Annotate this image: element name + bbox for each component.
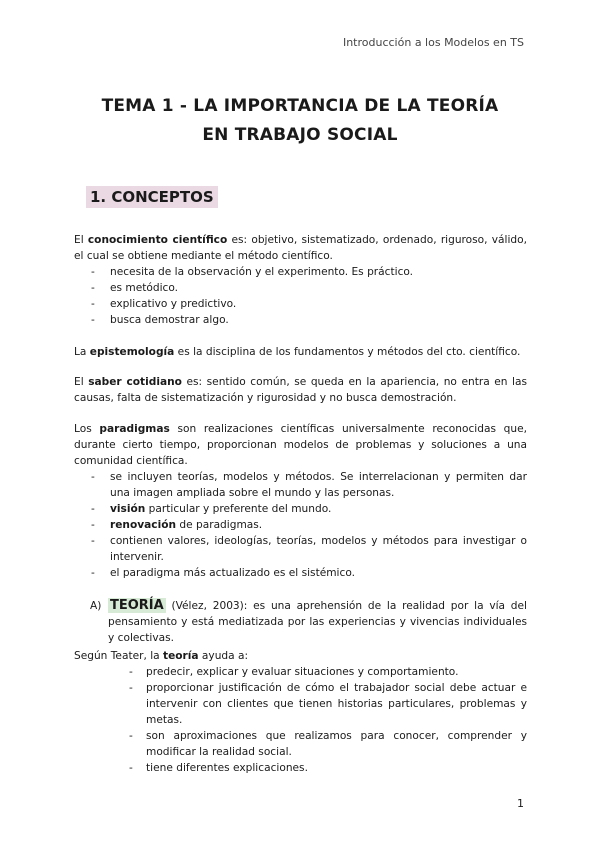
text: particular y preferente del mundo. — [145, 503, 332, 515]
term-bold: visión — [110, 503, 146, 515]
term-bold: renovación — [110, 519, 177, 531]
list-item: - contienen valores, ideologías, teorías, modelos y métodos para investigar o intervenir. — [74, 533, 527, 565]
paragraph-teater — [74, 648, 527, 776]
paragraph-epistemologia — [74, 344, 527, 360]
text: de paradigmas. — [176, 519, 263, 531]
paragraph-saber-cotidiano — [74, 374, 527, 406]
list-paradigmas — [74, 469, 527, 581]
title-line-2: EN TRABAJO SOCIAL — [202, 125, 398, 145]
paragraph-conocimiento — [74, 232, 527, 328]
list-item: - proporcionar justificación de cómo el trabajador social debe actuar e intervenir con clientes que tienen historias particulares, problemas y metas. — [74, 680, 527, 728]
term-bold: paradigmas — [99, 423, 170, 435]
term-bold: teoría — [163, 650, 199, 662]
text: (Vélez, 2003): es una aprehensión de la realidad por la vía del pensamiento y está mediatizada por las experiencias y vivencias individuales y colectivas. — [108, 600, 527, 644]
text: Los — [74, 423, 100, 435]
list-item: - explicativo y predictivo. — [74, 296, 527, 312]
subsection-label: A) — [90, 600, 102, 612]
text: ayuda a: — [198, 650, 249, 662]
text: El — [74, 234, 88, 246]
list-item: - busca demostrar algo. — [74, 312, 527, 328]
list-conocimiento — [74, 264, 527, 328]
list-item: - tiene diferentes explicaciones. — [74, 760, 527, 776]
list-item: - predecir, explicar y evaluar situaciones y comportamiento. — [74, 664, 527, 680]
list-teater — [74, 664, 527, 776]
list-item: - es metódico. — [74, 280, 527, 296]
text: Según Teater, la — [74, 650, 164, 662]
list-item — [74, 501, 527, 517]
paragraph-paradigmas — [74, 421, 527, 581]
text: La — [74, 346, 90, 358]
text: es la disciplina de los fundamentos y métodos del cto. científico. — [174, 346, 521, 358]
term-bold: saber cotidiano — [88, 376, 182, 388]
section-heading: 1. CONCEPTOS — [86, 186, 218, 208]
page-title — [40, 92, 560, 150]
list-item: - son aproximaciones que realizamos para conocer, comprender y modificar la realidad social. — [74, 728, 527, 760]
page-header: Introducción a los Modelos en TS — [342, 36, 524, 49]
page-number: 1 — [517, 797, 524, 810]
subsection-teoria — [74, 598, 527, 646]
term-bold: conocimiento científico — [87, 234, 228, 246]
list-item: - el paradigma más actualizado es el sistémico. — [74, 565, 527, 581]
text: son realizaciones científicas universalmente reconocidas que, durante cierto tiempo, proporcionan modelos de problemas y soluciones a una comunidad científica. — [74, 423, 527, 467]
term-bold: epistemología — [89, 346, 175, 358]
text: es: sentido común, se queda en la apariencia, no entra en las causas, falta de sistematización y rigurosidad y no busca demostración. — [74, 376, 527, 404]
term-teoria-highlighted: TEORÍA — [110, 598, 164, 613]
list-item: - necesita de la observación y el experimento. Es práctico. — [74, 264, 527, 280]
title-line-1: TEMA 1 - LA IMPORTANCIA DE LA TEORÍA — [101, 96, 499, 116]
list-item — [74, 517, 527, 533]
text: El — [74, 376, 89, 388]
text: es: objetivo, sistematizado, ordenado, riguroso, válido, el cual se obtiene mediante el método científico. — [74, 234, 527, 262]
list-item: - se incluyen teorías, modelos y métodos. Se interrelacionan y permiten dar una imagen ampliada sobre el mundo y las personas. — [74, 469, 527, 501]
